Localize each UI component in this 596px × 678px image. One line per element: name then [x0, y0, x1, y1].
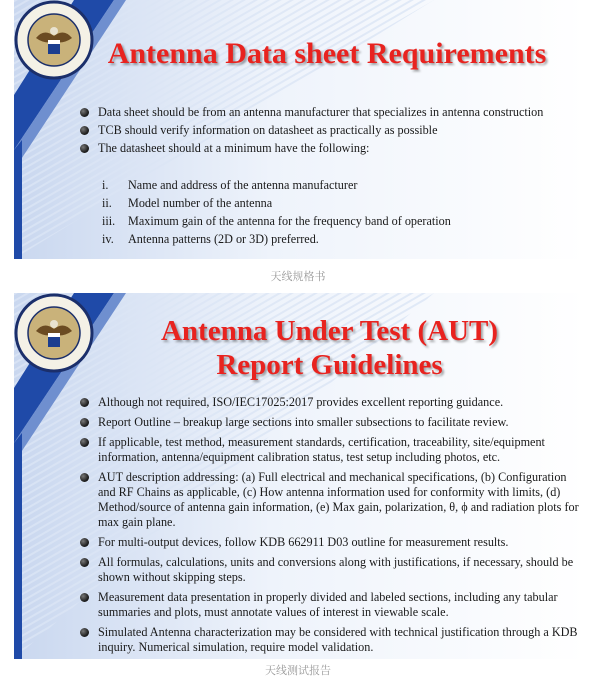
slide-title — [74, 314, 585, 382]
list-item — [76, 395, 581, 410]
bullet-text: Data sheet should be from an antenna manufacturer that specializes in antenna construction — [98, 105, 544, 119]
bullet-dot-icon — [80, 538, 89, 547]
bullet-dot-icon — [80, 108, 89, 117]
bullet-dot-icon — [80, 593, 89, 602]
image-caption: 天线测试报告 — [265, 664, 331, 677]
list-item — [76, 415, 581, 430]
slide-title: Antenna Data sheet Requirements — [107, 37, 547, 70]
item-number: iii. — [102, 214, 116, 228]
slide-antenna-datasheet — [14, 0, 585, 259]
bullet-dot-icon — [80, 473, 89, 482]
title-line-2: Report Guidelines — [216, 349, 443, 381]
bullet-dot-icon — [80, 398, 89, 407]
bullet-dot-icon — [80, 418, 89, 427]
bullet-text: TCB should verify information on datasheet as practically as possible — [98, 123, 438, 137]
bullet-text: If applicable, test method, measurement standards, certification, traceability, site/equipment information, antenna/equipment calibration status, test setup including photos, etc. — [98, 435, 545, 464]
numbered-sub-list — [102, 178, 572, 250]
bullet-dot-icon — [80, 144, 89, 153]
item-text: Model number of the antenna — [128, 196, 273, 210]
bullet-text: All formulas, calculations, units and conversions along with justifications, if necessary, should be shown without skipping steps. — [98, 555, 574, 584]
bullet-list — [76, 395, 581, 659]
list-item — [76, 435, 581, 465]
bullet-dot-icon — [80, 628, 89, 637]
item-number: ii. — [102, 196, 112, 210]
item-text: Name and address of the antenna manufacturer — [128, 178, 358, 192]
list-item — [76, 141, 576, 156]
title-line-1: Antenna Under Test (AUT) — [160, 315, 499, 347]
bullet-text: AUT description addressing: (a) Full electrical and mechanical specifications, (b) Configuration and RF Chains as applicable, (c) How antenna information used for conformity with limits, (d) Method/source of antenna gain information, (e) Max gain, polarization, θ, ϕ and radiation plots for max gain plane. — [98, 470, 579, 529]
bullet-dot-icon — [80, 438, 89, 447]
list-item — [76, 555, 581, 585]
bullet-text: Although not required, ISO/IEC17025:2017 provides excellent reporting guidance. — [98, 395, 504, 409]
list-item — [102, 214, 572, 229]
item-text: Maximum gain of the antenna for the frequency band of operation — [128, 214, 451, 228]
item-text: Antenna patterns (2D or 3D) preferred. — [128, 232, 319, 246]
list-item — [76, 105, 576, 120]
list-item — [76, 535, 581, 550]
image-caption: 天线规格书 — [270, 270, 326, 283]
bullet-text: Report Outline – breakup large sections into smaller subsections to facilitate review. — [98, 415, 509, 429]
item-number: iv. — [102, 232, 114, 246]
list-item — [76, 123, 576, 138]
bullet-text: Measurement data presentation in properly divided and labeled sections, including any tabular summaries and plots, must annotate values of interest in viewable scale. — [98, 590, 558, 619]
list-item — [102, 196, 572, 211]
item-number: i. — [102, 178, 109, 192]
list-item — [102, 232, 572, 247]
bullet-text: For multi-output devices, follow KDB 662911 D03 outline for measurement results. — [98, 535, 509, 549]
bullet-dot-icon — [80, 126, 89, 135]
list-item — [76, 590, 581, 620]
bullet-text: Simulated Antenna characterization may be considered with technical justification through a KDB inquiry. Numerical simulation, require model validation. — [98, 625, 578, 654]
bullet-list — [76, 105, 576, 159]
bullet-dot-icon — [80, 558, 89, 567]
list-item — [76, 470, 581, 530]
list-item — [76, 625, 581, 655]
bullet-text: The datasheet should at a minimum have the following: — [98, 141, 370, 155]
list-item — [102, 178, 572, 193]
slide-aut-report-guidelines — [14, 293, 585, 659]
